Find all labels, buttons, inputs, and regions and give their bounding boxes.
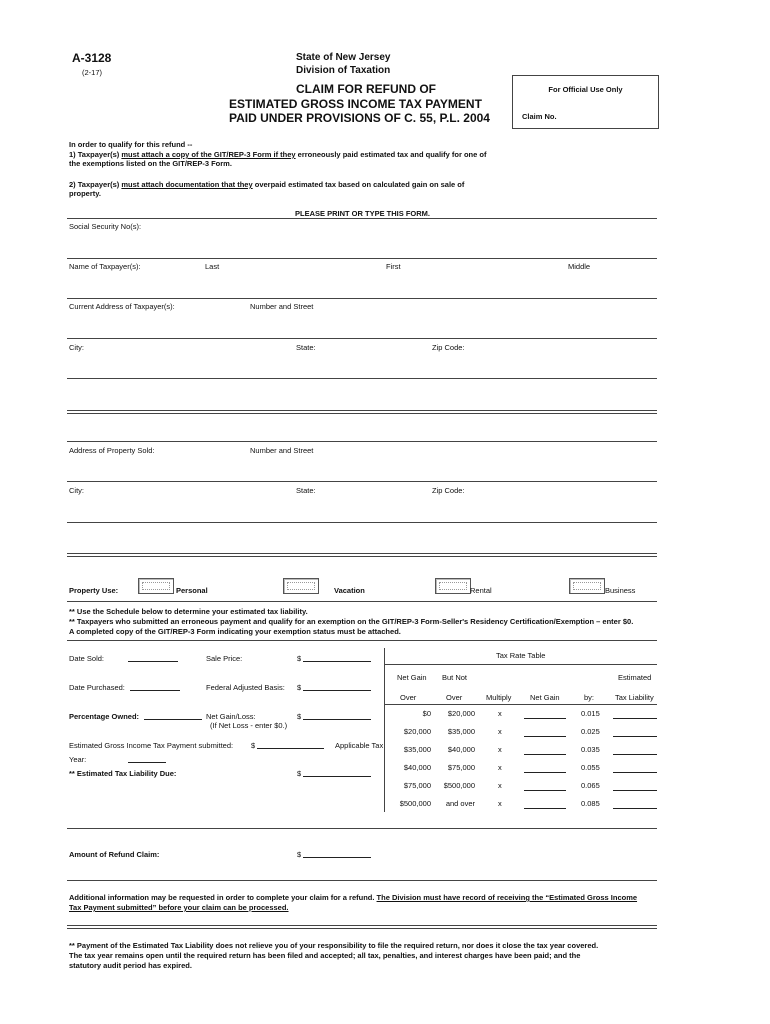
property-state-label: State:: [296, 486, 316, 495]
ssn-field[interactable]: [67, 231, 657, 257]
col-tax-liability-header: Tax Liability: [615, 693, 654, 702]
row-but-not: $40,000: [447, 745, 475, 754]
instruction-2-a: 2) Taxpayer(s): [69, 180, 122, 189]
table-row: [385, 796, 657, 813]
property-use-label: Property Use:: [69, 586, 119, 595]
instruction-1-line2: the exemptions listed on the GIT/REP-3 Form.: [69, 159, 232, 168]
sale-price-label: Sale Price:: [206, 654, 243, 663]
payment-note-line2: The tax year remains open until the required return has been filed and accepted; all tax, penalties, and interest charges have been paid; and the: [69, 951, 581, 960]
row-net-gain-input[interactable]: [524, 790, 566, 791]
divider: [385, 704, 657, 705]
instructions-intro: In order to qualify for this refund --: [69, 140, 193, 149]
form-title-line3: PAID UNDER PROVISIONS OF C. 55, P.L. 2004: [229, 111, 490, 125]
instruction-2: [69, 180, 464, 189]
col-by-header: by:: [584, 693, 595, 702]
row-net-gain-input[interactable]: [524, 754, 566, 755]
schedule-note-1: ** Use the Schedule below to determine your estimated tax liability.: [69, 607, 308, 616]
double-divider: [67, 410, 657, 414]
divider: [67, 640, 657, 641]
divider: [385, 664, 657, 665]
personal-checkbox[interactable]: [138, 578, 174, 594]
zip-label: Zip Code:: [432, 343, 465, 352]
percentage-owned-label: Percentage Owned:: [69, 712, 140, 721]
official-use-label: For Official Use Only: [548, 85, 623, 94]
row-but-not: and over: [445, 799, 475, 808]
row-rate: 0.065: [581, 781, 600, 790]
form-number: A-3128: [72, 51, 112, 65]
tax-rate-table: [384, 648, 657, 812]
dollar-sign: $: [297, 683, 302, 692]
divider: [67, 441, 657, 442]
table-row: [385, 778, 657, 795]
refund-amount-input[interactable]: [303, 857, 371, 858]
additional-info-line1: [69, 893, 637, 902]
row-multiply-x: x: [498, 799, 502, 808]
percentage-owned-input[interactable]: [144, 719, 202, 720]
row-but-not: $35,000: [447, 727, 475, 736]
divider: [67, 338, 657, 339]
date-sold-input[interactable]: [128, 661, 178, 662]
row-but-not: $75,000: [447, 763, 475, 772]
double-divider: [67, 553, 657, 557]
table-row: [385, 706, 657, 723]
divider: [67, 601, 657, 602]
date-purchased-input[interactable]: [130, 690, 180, 691]
row-but-not: $500,000: [443, 781, 475, 790]
dollar-sign: $: [297, 654, 302, 663]
row-over: $75,000: [403, 781, 431, 790]
row-net-gain-input[interactable]: [524, 718, 566, 719]
name-label: Name of Taxpayer(s):: [69, 262, 141, 271]
row-tax-liability-input[interactable]: [613, 772, 657, 773]
row-rate: 0.015: [581, 709, 600, 718]
instruction-2-c: overpaid estimated tax based on calculated gain on sale of: [252, 180, 465, 189]
current-address-field[interactable]: [67, 311, 657, 337]
liability-due-input[interactable]: [303, 776, 371, 777]
payment-note-line1: ** Payment of the Estimated Tax Liability does not relieve you of your responsibility to file the required return, nor does it close the tax year covered.: [69, 941, 599, 950]
divider: [67, 258, 657, 259]
business-option-label: Business: [605, 586, 636, 595]
refund-amount-label: Amount of Refund Claim:: [69, 850, 160, 859]
col-net-gain2-header: Net Gain: [530, 693, 560, 702]
col-over-header: Over: [400, 693, 417, 702]
row-tax-liability-input[interactable]: [613, 790, 657, 791]
row-over: $20,000: [403, 727, 431, 736]
row-rate: 0.055: [581, 763, 600, 772]
divider: [67, 522, 657, 523]
tax-rows: [385, 706, 657, 812]
applicable-tax-label: Applicable Tax: [335, 741, 384, 750]
divider: [67, 828, 657, 829]
row-tax-liability-input[interactable]: [613, 808, 657, 809]
row-over: $35,000: [403, 745, 431, 754]
row-net-gain-input[interactable]: [524, 808, 566, 809]
divider: [67, 218, 657, 219]
row-over: $0: [422, 709, 431, 718]
form-title-line2: ESTIMATED GROSS INCOME TAX PAYMENT: [229, 97, 482, 111]
date-purchased-label: Date Purchased:: [69, 683, 125, 692]
claim-no-label: Claim No.: [522, 112, 557, 121]
col-multiply-header: Multiply: [486, 693, 512, 702]
business-checkbox[interactable]: [569, 578, 605, 594]
row-tax-liability-input[interactable]: [613, 754, 657, 755]
row-rate: 0.085: [581, 799, 600, 808]
net-gain-loss-label: Net Gain/Loss:: [206, 712, 256, 721]
dollar-sign: $: [297, 769, 302, 778]
table-row: [385, 724, 657, 741]
row-multiply-x: x: [498, 727, 502, 736]
property-zip-label: Zip Code:: [432, 486, 465, 495]
dollar-sign: $: [297, 712, 302, 721]
col-over2-header: Over: [446, 693, 463, 702]
state-label: State:: [296, 343, 316, 352]
vacation-option-label: Vacation: [334, 586, 365, 595]
dollar-sign: $: [251, 741, 256, 750]
col-estimated-header: Estimated: [618, 673, 652, 682]
middle-name-label: Middle: [568, 262, 591, 271]
print-notice: PLEASE PRINT OR TYPE THIS FORM.: [295, 209, 431, 218]
row-multiply-x: x: [498, 763, 502, 772]
estimated-submitted-label: Estimated Gross Income Tax Payment submitted:: [69, 741, 234, 750]
row-tax-liability-input[interactable]: [613, 736, 657, 737]
ssn-label: Social Security No(s):: [69, 222, 142, 231]
row-tax-liability-input[interactable]: [613, 718, 657, 719]
divider: [67, 481, 657, 482]
row-multiply-x: x: [498, 745, 502, 754]
division-name: Division of Taxation: [296, 65, 391, 76]
current-address-label: Current Address of Taxpayer(s):: [69, 302, 175, 311]
property-address-label: Address of Property Sold:: [69, 446, 155, 455]
tax-table-title: Tax Rate Table: [496, 651, 546, 660]
table-row: [385, 760, 657, 777]
rental-checkbox[interactable]: [435, 578, 471, 594]
col-net-gain-header: Net Gain: [397, 673, 427, 682]
property-address-field[interactable]: [67, 455, 657, 480]
row-multiply-x: x: [498, 781, 502, 790]
year-label: Year:: [69, 755, 87, 764]
divider: [67, 880, 657, 881]
net-gain-loss-input[interactable]: [303, 719, 371, 720]
additional-info-line2: Tax Payment submitted” before your claim can be processed.: [69, 903, 289, 912]
sale-price-input[interactable]: [303, 661, 371, 662]
col-but-not-header: But Not: [442, 673, 468, 682]
row-over: $40,000: [403, 763, 431, 772]
payment-note-line3: statutory audit period has expired.: [69, 961, 192, 970]
name-field[interactable]: [67, 271, 657, 297]
dollar-sign: $: [297, 850, 302, 859]
vacation-checkbox[interactable]: [283, 578, 319, 594]
property-city-field[interactable]: [67, 495, 657, 521]
last-name-label: Last: [205, 262, 220, 271]
table-row: [385, 742, 657, 759]
first-name-label: First: [386, 262, 401, 271]
additional-info-a: Additional information may be requested in order to complete your claim for a refund.: [69, 893, 377, 902]
instruction-1-c: erroneously paid estimated tax and qualify for one of: [295, 150, 487, 159]
row-over: $500,000: [399, 799, 431, 808]
city-state-zip-field[interactable]: [67, 352, 657, 377]
instruction-1-b: must attach a copy of the GIT/REP-3 Form if they: [121, 150, 296, 159]
year-input[interactable]: [128, 762, 166, 763]
row-but-not: $20,000: [447, 709, 475, 718]
instruction-1: [69, 150, 486, 159]
divider: [67, 378, 657, 379]
federal-basis-label: Federal Adjusted Basis:: [206, 683, 285, 692]
form-revision: (2-17): [82, 68, 103, 77]
state-name: State of New Jersey: [296, 52, 391, 63]
double-divider: [67, 925, 657, 929]
federal-basis-input[interactable]: [303, 690, 371, 691]
schedule-note-3: A completed copy of the GIT/REP-3 Form indicating your exemption status must be attached.: [69, 627, 401, 636]
additional-info-b: The Division must have record of receiving the “Estimated Gross Income: [376, 893, 638, 902]
form-title-line1: CLAIM FOR REFUND OF: [296, 82, 436, 96]
number-street-label: Number and Street: [250, 302, 314, 311]
city-label: City:: [69, 343, 84, 352]
row-multiply-x: x: [498, 709, 502, 718]
instruction-2-b: must attach documentation that they: [121, 180, 253, 189]
rental-option-label: Rental: [470, 586, 492, 595]
instruction-2-line2: property.: [69, 189, 101, 198]
personal-option-label: Personal: [176, 586, 208, 595]
row-net-gain-input[interactable]: [524, 736, 566, 737]
row-rate: 0.025: [581, 727, 600, 736]
property-number-street-label: Number and Street: [250, 446, 314, 455]
schedule-note-2: ** Taxpayers who submitted an erroneous payment and qualify for an exemption on the GIT/REP-3 Form-Seller's Residency Certification/Exemption – enter $0.: [69, 617, 634, 626]
estimated-submitted-input[interactable]: [257, 748, 324, 749]
net-loss-note: (If Net Loss - enter $0.): [210, 721, 288, 730]
instruction-1-a: 1) Taxpayer(s): [69, 150, 122, 159]
date-sold-label: Date Sold:: [69, 654, 105, 663]
row-net-gain-input[interactable]: [524, 772, 566, 773]
official-use-box: [512, 75, 659, 129]
liability-due-label: ** Estimated Tax Liability Due:: [69, 769, 177, 778]
divider: [67, 298, 657, 299]
property-city-label: City:: [69, 486, 84, 495]
row-rate: 0.035: [581, 745, 600, 754]
